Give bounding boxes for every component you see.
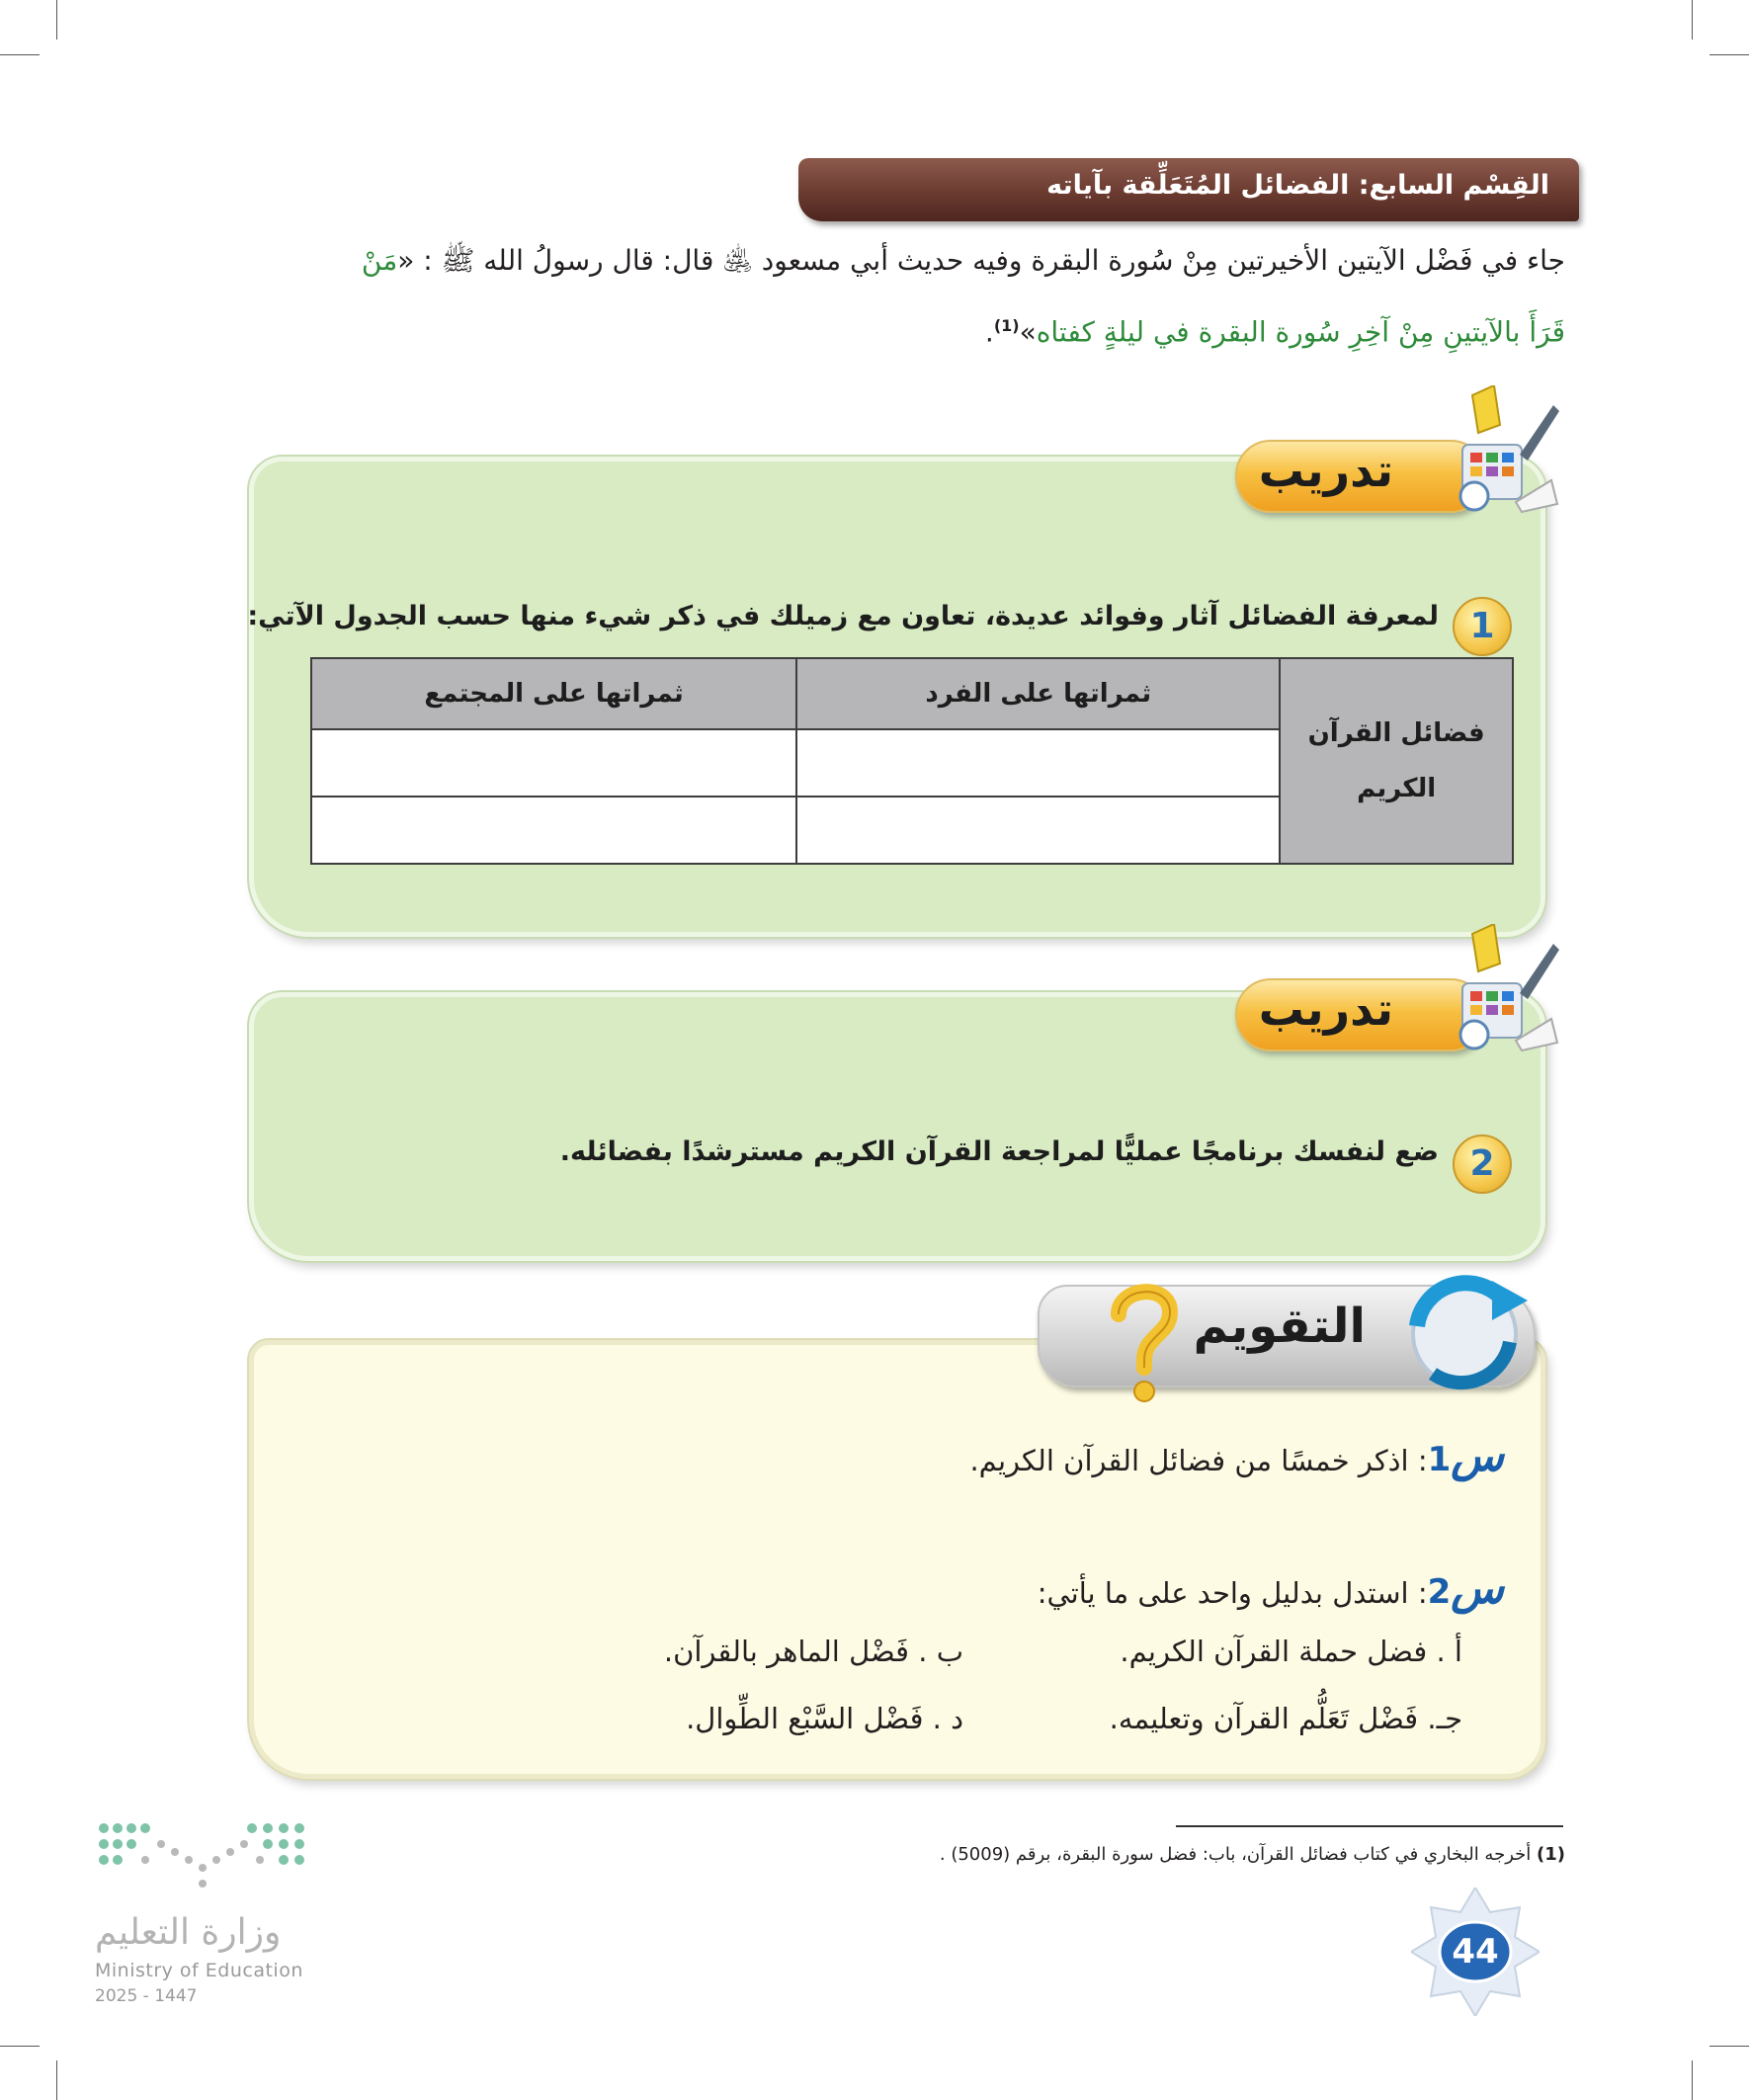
table-cell-society-2[interactable] xyxy=(311,797,796,864)
crop-mark xyxy=(56,0,57,40)
option-b: ب . فَضْل الماهر بالقرآن. xyxy=(663,1635,963,1668)
footnote xyxy=(940,1844,1565,1865)
table-cell-individual-1[interactable] xyxy=(796,729,1280,797)
ministry-name-english: Ministry of Education xyxy=(95,1960,303,1981)
crop-mark xyxy=(1692,2060,1693,2100)
evaluation-title: التقويم xyxy=(1193,1299,1366,1354)
option-c: جـ. فَضْل تَعَلُّم القرآن وتعليمه. xyxy=(1109,1702,1462,1735)
crop-mark xyxy=(0,54,40,55)
intro-line-2 xyxy=(985,306,1565,352)
question-number-1: 1 xyxy=(1453,597,1512,656)
intro-quote-close: » xyxy=(1019,315,1037,349)
training-badge-1-label: تدريب xyxy=(1258,444,1393,497)
question-number-2: 2 xyxy=(1453,1134,1512,1194)
crop-mark xyxy=(1709,2046,1749,2047)
evaluation-question-2 xyxy=(1038,1563,1504,1614)
intro-line-1-text: جاء في فَضْل الآيتين الأخيرتين مِنْ سُورة البقرة وفيه حديث أبي مسعود ﵁ قال: قال رسولُ الله ﷺ : « xyxy=(397,244,1565,277)
training-tools-icon xyxy=(1443,924,1561,1052)
table-cell-society-1[interactable] xyxy=(311,729,796,797)
page-number: 44 xyxy=(1452,1932,1499,1972)
intro-line-1-hadith: مَنْ xyxy=(361,244,398,277)
question-label-s: س xyxy=(1451,1431,1504,1481)
table-header-individual: ثمراتها على الفرد xyxy=(796,658,1280,729)
crop-mark xyxy=(56,2060,57,2100)
refresh-arrow-icon xyxy=(1393,1267,1541,1395)
question-2-text: : استدل بدليل واحد على ما يأتي: xyxy=(1037,1576,1428,1610)
table-row-header-line-2: الكريم xyxy=(1357,774,1437,803)
section-title: القِسْم السابع: الفضائل المُتَعَلِّقة بآياته xyxy=(1046,170,1549,201)
intro-line-2-end: . xyxy=(984,315,994,349)
intro-line-2-hadith: قَرَأَ بالآيتينِ مِنْ آخِرِ سُورة البقرة في ليلةٍ كفتاه xyxy=(1036,315,1565,349)
training-question-2: ضع لنفسك برنامجًا عمليًّا لمراجعة القرآن الكريم مسترشدًا بفضائله. xyxy=(559,1136,1439,1167)
ministry-logo-icon xyxy=(94,1818,311,1897)
section-header-bar xyxy=(798,158,1579,221)
training-tools-icon xyxy=(1443,385,1561,514)
ministry-name-arabic: وزارة التعليم xyxy=(95,1912,282,1953)
fruits-table xyxy=(310,657,1514,865)
question-label-s: س xyxy=(1451,1563,1504,1614)
table-cell-individual-2[interactable] xyxy=(796,797,1280,864)
evaluation-question-1 xyxy=(969,1431,1504,1481)
crop-mark xyxy=(1709,54,1749,55)
crop-mark xyxy=(0,2046,40,2047)
question-label-number: 1 xyxy=(1427,1440,1452,1479)
question-label-number: 2 xyxy=(1427,1572,1452,1612)
option-a: أ . فضل حملة القرآن الكريم. xyxy=(1120,1635,1462,1668)
question-mark-icon xyxy=(1105,1277,1184,1407)
table-row-header-line-1: فضائل القرآن xyxy=(1307,718,1485,748)
footnote-reference: (1) xyxy=(993,316,1020,335)
crop-mark xyxy=(1692,0,1693,40)
footnote-marker: (1) xyxy=(1537,1844,1565,1865)
intro-line-1 xyxy=(362,241,1565,281)
table-row-header xyxy=(1280,658,1513,864)
question-1-text: : اذكر خمسًا من فضائل القرآن الكريم. xyxy=(969,1444,1428,1477)
footnote-divider xyxy=(1176,1825,1563,1827)
table-header-society: ثمراتها على المجتمع xyxy=(311,658,796,729)
training-question-1: لمعرفة الفضائل آثار وفوائد عديدة، تعاون مع زميلك في ذكر شيء منها حسب الجدول الآتي: xyxy=(247,601,1439,631)
option-d: د . فَضْل السَّبْع الطِّوال. xyxy=(686,1702,963,1735)
training-badge-2-label: تدريب xyxy=(1258,982,1393,1036)
footnote-text: أخرجه البخاري في كتاب فضائل القرآن، باب: فضل سورة البقرة، برقم (5009) . xyxy=(939,1844,1532,1865)
ministry-year: 2025 - 1447 xyxy=(95,1986,198,2006)
